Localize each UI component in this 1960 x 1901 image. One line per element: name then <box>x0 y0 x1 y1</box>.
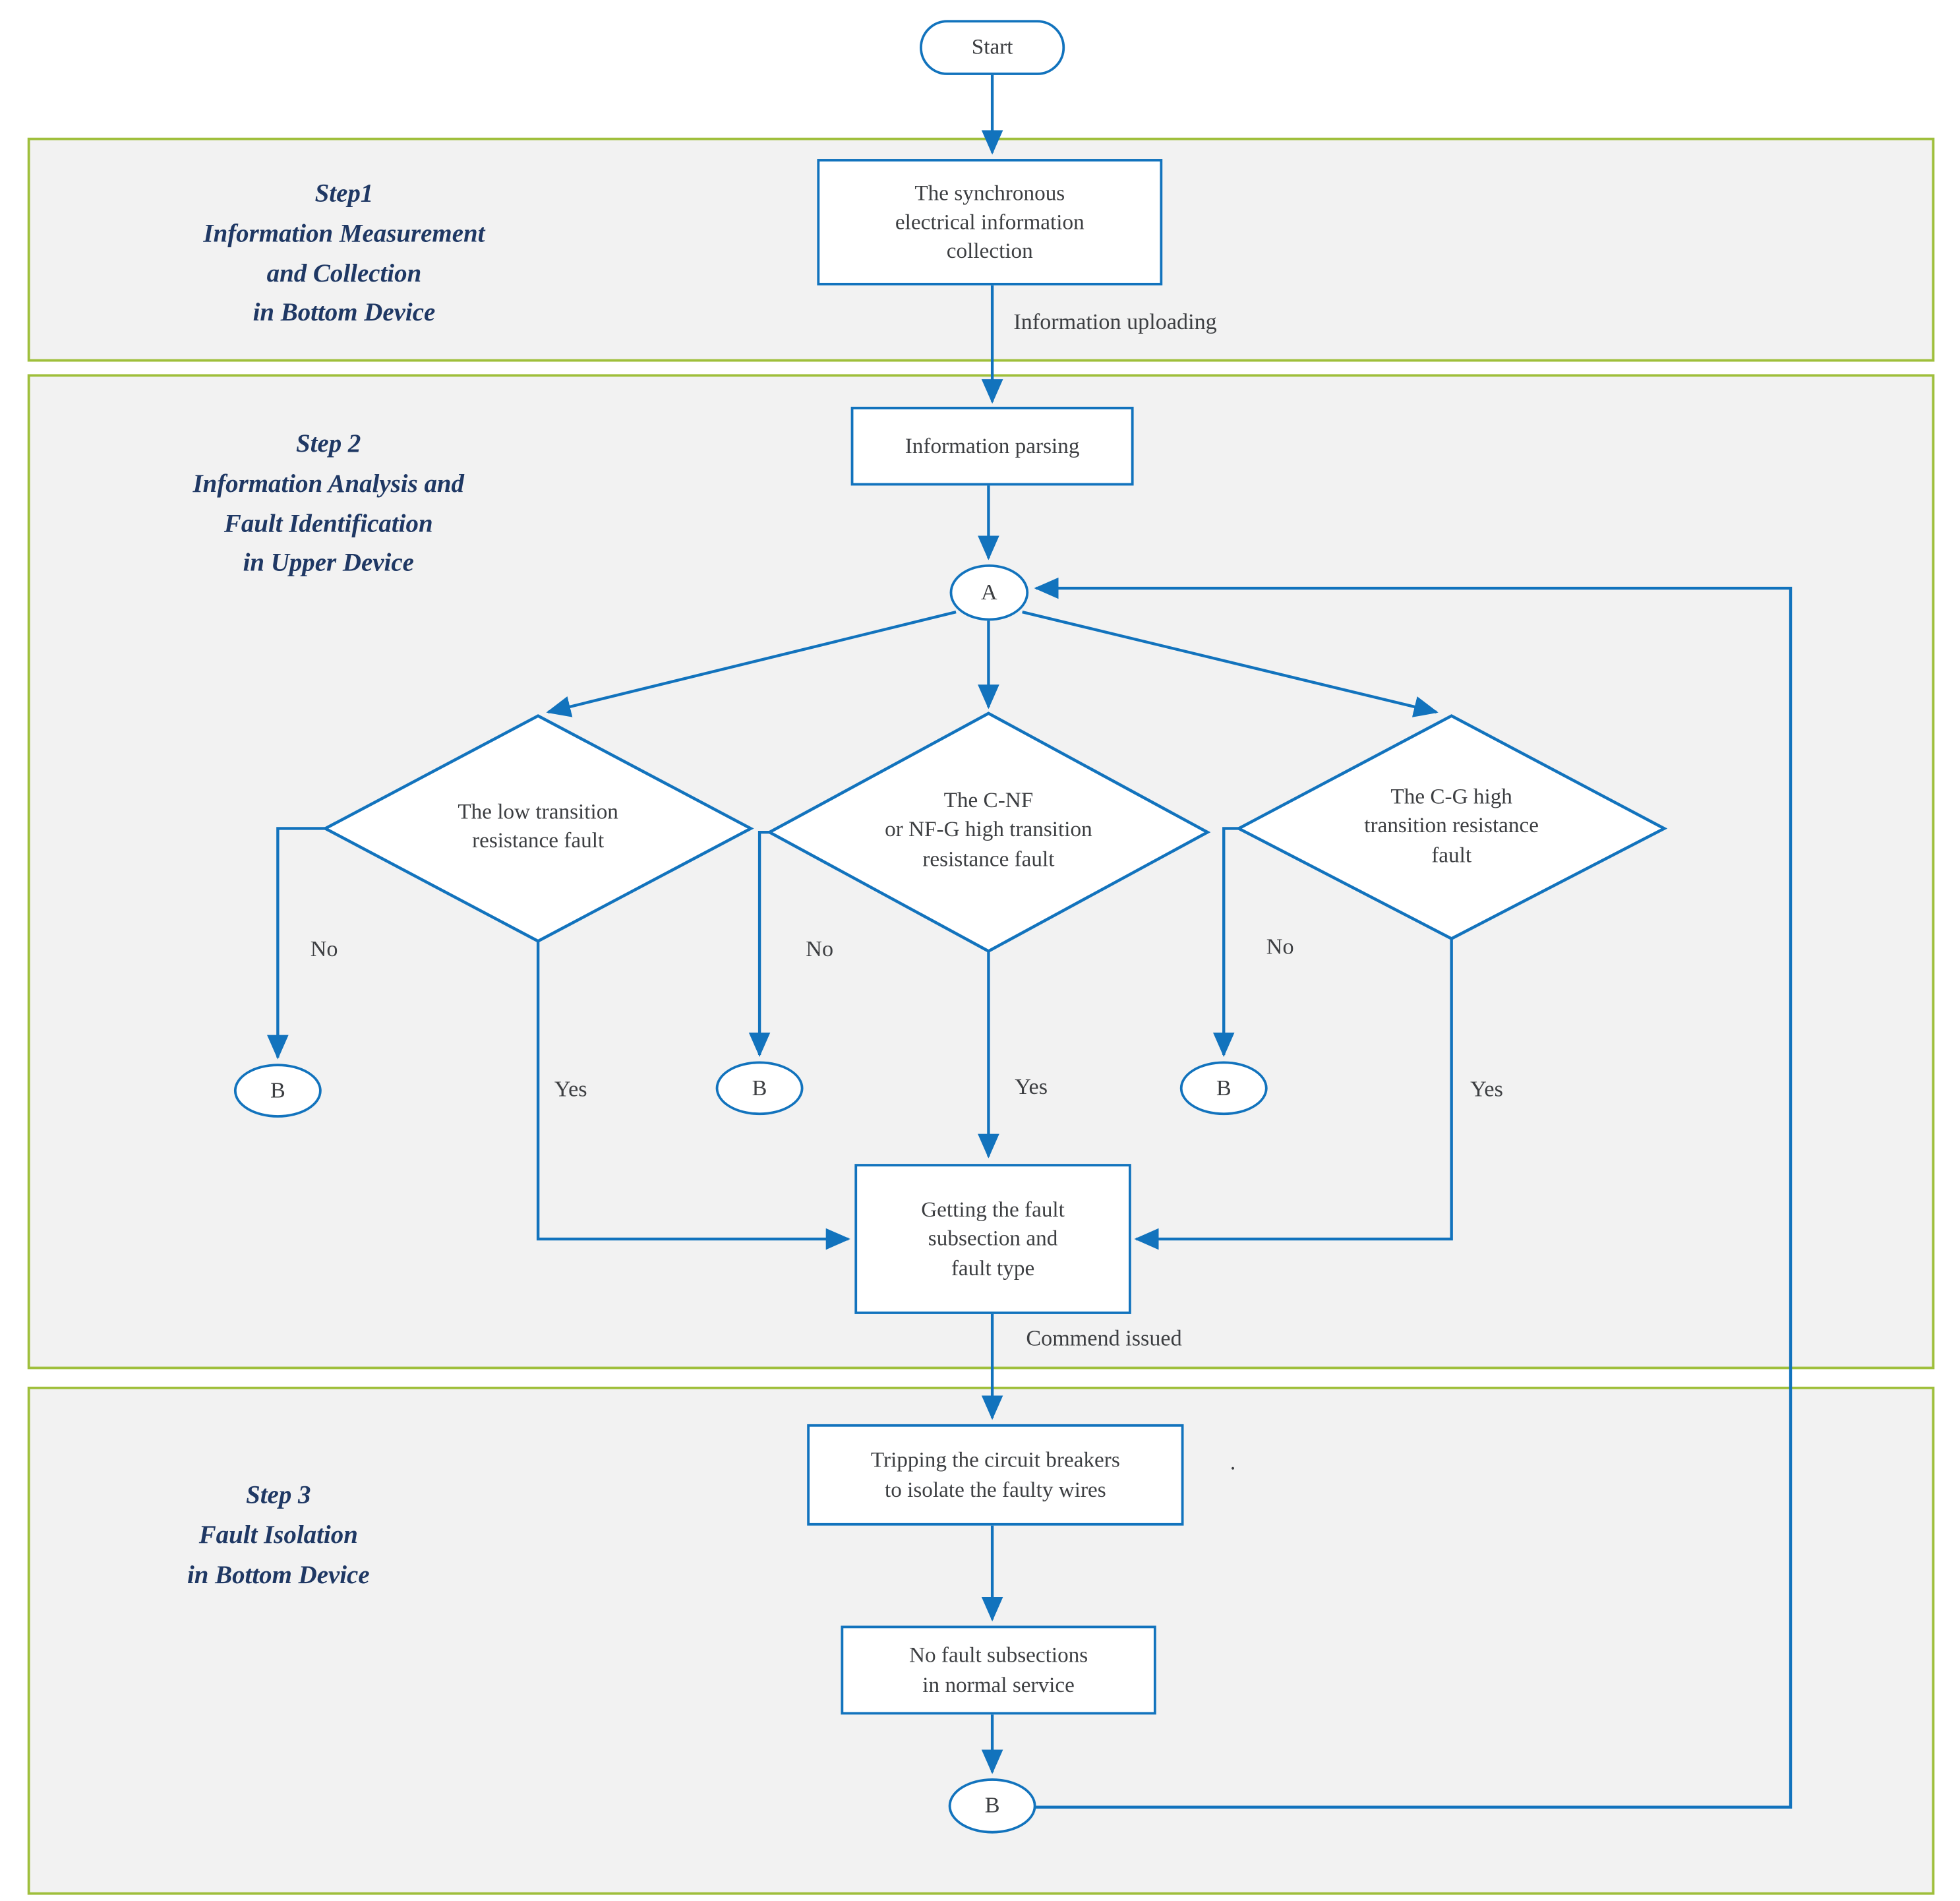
diamond-cnf-line: resistance fault <box>922 845 1055 871</box>
step3-label <box>94 1477 463 1596</box>
connector-b-label: B <box>984 1792 1000 1818</box>
edge-label-yes-mid: Yes <box>1015 1073 1048 1099</box>
information-parsing-label: Information parsing <box>905 433 1080 458</box>
connector-b-right-node <box>1180 1062 1268 1116</box>
edge-label-commend-issued: Commend issued <box>1026 1325 1182 1350</box>
step3-label-line: in Bottom Device <box>187 1561 370 1589</box>
diamond-cg-line: fault <box>1431 842 1472 868</box>
step2-label-line: Information Analysis and <box>193 470 465 498</box>
edge-no-cnf-to-b <box>759 832 769 1055</box>
edge-label-no-mid: No <box>806 936 834 961</box>
connector-a-label: A <box>981 579 997 605</box>
normal-service-line: No fault subsections <box>908 1642 1088 1668</box>
edge-label-no-left: No <box>310 936 338 961</box>
getting-fault-line: Getting the fault <box>921 1197 1065 1222</box>
step2-label-line: Fault Identification <box>223 510 433 538</box>
connector-a-node <box>950 564 1029 620</box>
tripping-breakers-line: to isolate the faulty wires <box>884 1476 1106 1501</box>
step3-label-line: Fault Isolation <box>198 1521 358 1550</box>
start-node-label: Start <box>971 34 1013 60</box>
edge-label-yes-right: Yes <box>1470 1076 1503 1102</box>
step2-label-line: Step 2 <box>296 430 361 458</box>
normal-service-line: in normal service <box>922 1671 1075 1697</box>
diamond-cg-line: The C-G high <box>1390 783 1512 809</box>
diamond-low-transition-text <box>388 797 688 856</box>
connector-b-label: B <box>1216 1074 1232 1100</box>
connector-b-label: B <box>752 1074 767 1100</box>
sync-collection-line: collection <box>946 237 1033 263</box>
step2-label <box>113 425 545 584</box>
step1-label-line: in Bottom Device <box>252 299 436 327</box>
start-node <box>920 20 1065 75</box>
sync-collection-line: The synchronous <box>914 180 1065 206</box>
diamond-cnf-line: or NF-G high transition <box>885 816 1092 842</box>
connector-b-left-node <box>234 1064 322 1118</box>
step2-label-line: in Upper Device <box>243 549 414 578</box>
connector-b-mid-node <box>716 1062 804 1116</box>
tripping-breakers-node <box>807 1424 1183 1526</box>
diamond-cg-line: transition resistance <box>1364 812 1539 838</box>
getting-fault-line: fault type <box>951 1254 1035 1280</box>
tripping-breakers-line: Tripping the circuit breakers <box>870 1447 1120 1472</box>
normal-service-node <box>841 1626 1156 1715</box>
edge-label-information-uploading: Information uploading <box>1013 309 1217 334</box>
diamond-cnf-nfg-text <box>814 786 1164 874</box>
step1-label-line: Information Measurement <box>203 220 485 248</box>
edge-a-to-diamond-cg <box>1023 612 1437 712</box>
sync-collection-line: electrical information <box>895 208 1084 234</box>
diamond-low-line: The low transition <box>458 798 618 824</box>
diamond-cg-text <box>1289 782 1614 870</box>
edge-label-no-right: No <box>1266 933 1294 959</box>
edge-label-yes-left: Yes <box>554 1076 587 1102</box>
diamond-cnf-line: The C-NF <box>943 787 1034 812</box>
information-parsing-node <box>851 407 1134 486</box>
sync-collection-node <box>817 159 1162 286</box>
edge-no-cg-to-b <box>1224 828 1239 1055</box>
step1-label-line: and Collection <box>266 259 422 287</box>
step1-label-line: Step1 <box>314 180 374 208</box>
getting-fault-node <box>854 1164 1131 1314</box>
step3-label-line: Step 3 <box>246 1482 311 1509</box>
connector-b-bottom-node <box>949 1778 1036 1834</box>
diamond-low-line: resistance fault <box>472 828 605 853</box>
getting-fault-line: subsection and <box>928 1226 1058 1251</box>
edge-a-to-diamond-low <box>548 612 956 712</box>
step1-label <box>125 175 563 334</box>
connector-b-label: B <box>270 1077 285 1102</box>
stray-dot: . <box>1230 1449 1236 1474</box>
